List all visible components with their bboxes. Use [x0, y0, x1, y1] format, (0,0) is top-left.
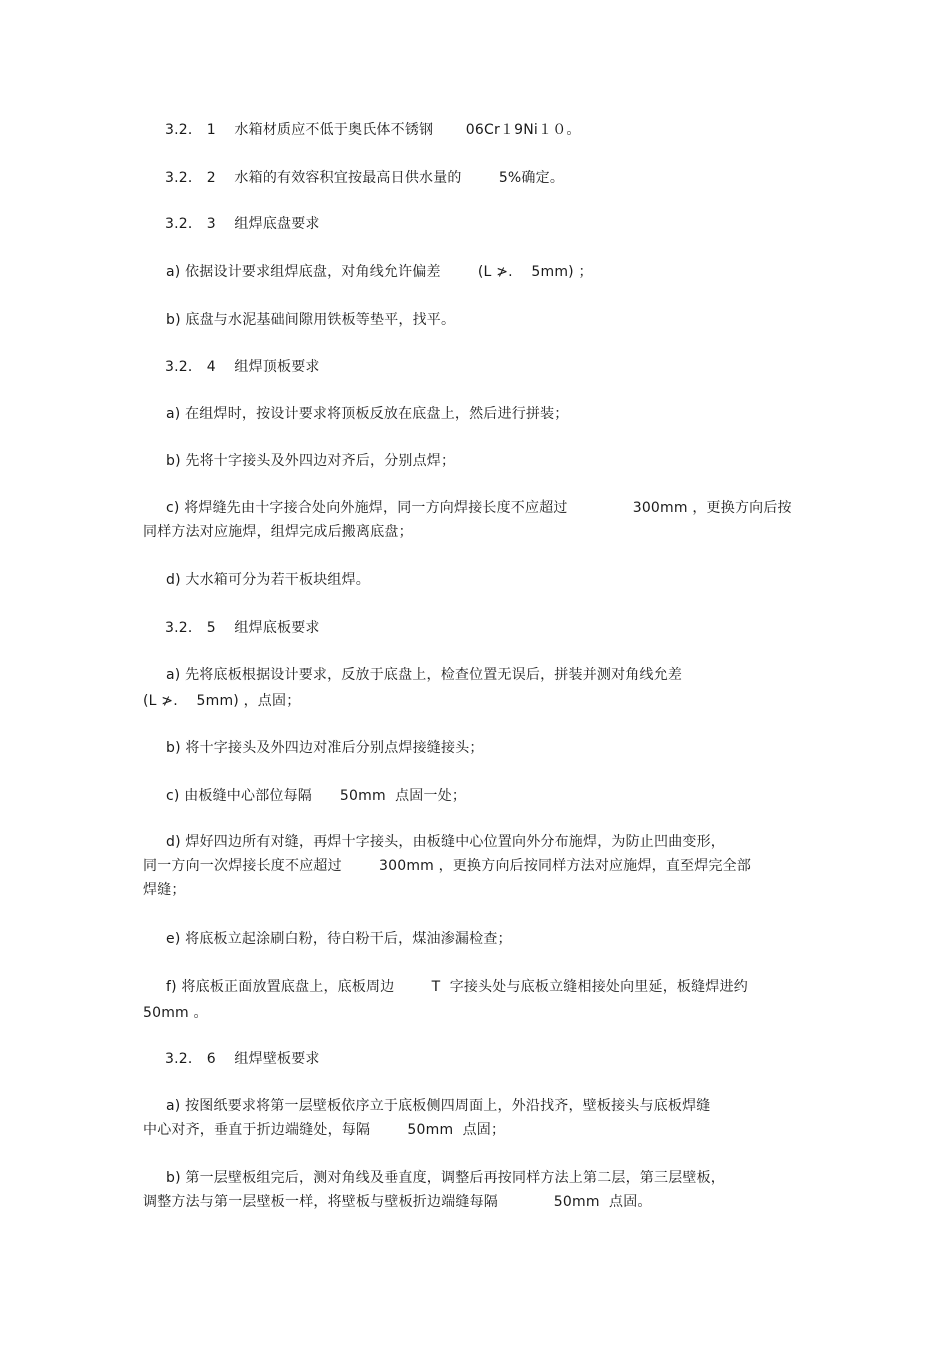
clause-3-2-5-item-d-line1: d) 焊好四边所有对缝，再焊十字接头，由板缝中心位置向外分布施焊，为防止凹曲变形， — [166, 834, 725, 850]
clause-3-2-4-item-a: a) 在组焊时，按设计要求将顶板反放在底盘上，然后进行拼装； — [166, 406, 569, 422]
clause-3-2-3-item-b: b) 底盘与水泥基础间隙用铁板等垫平，找平。 — [166, 312, 456, 328]
clause-3-2-4-item-d: d) 大水箱可分为若干板块组焊。 — [166, 572, 370, 588]
clause-3-2-6-item-a-line2: 中心对齐，垂直于折边端缝处，每隔 50mm 点固； — [143, 1122, 506, 1138]
clause-3-2-5-item-a-line2: (L ≯. 5mm) ，点固； — [143, 693, 301, 709]
clause-3-2-6-item-b-line2: 调整方法与第一层壁板一样，将壁板与壁板折边端缝每隔 50mm 点固。 — [143, 1194, 652, 1210]
clause-3-2-6-item-b-line1: b) 第一层壁板组完后，测对角线及垂直度，调整后再按同样方法上第二层，第三层壁板， — [166, 1170, 725, 1186]
clause-3-2-5-item-f-line2: 50mm 。 — [143, 1005, 208, 1021]
clause-3-2-5-item-f-line1: f) 将底板正面放置底盘上，底板周边 T 字接头处与底板立缝相接处向里延，板缝焊进约 — [166, 979, 748, 995]
clause-3-2-4-item-b: b) 先将十字接头及外四边对齐后，分别点焊； — [166, 453, 456, 469]
clause-3-2-5-item-c: c) 由板缝中心部位每隔 50mm 点固一处； — [166, 788, 467, 804]
clause-3-2-1: 3.2． 1 水箱材质应不低于奥氏体不锈钢 06Cr１9Ni１０。 — [165, 122, 581, 138]
clause-3-2-4-item-c-line1: c) 将焊缝先由十字接合处向外施焊，同一方向焊接长度不应超过 300mm ，更换方向后按 — [166, 500, 792, 516]
clause-3-2-5-item-a-line1: a) 先将底板根据设计要求，反放于底盘上，检查位置无误后，拼装并测对角线允差 — [166, 667, 683, 683]
clause-3-2-6-heading: 3.2． 6 组焊壁板要求 — [165, 1051, 320, 1067]
clause-3-2-5-heading: 3.2． 5 组焊底板要求 — [165, 620, 320, 636]
clause-3-2-2: 3.2． 2 水箱的有效容积宜按最高日供水量的 5%确定。 — [165, 170, 565, 186]
clause-3-2-5-item-e: e) 将底板立起涂刷白粉，待白粉干后，煤油渗漏检查； — [166, 931, 512, 947]
clause-3-2-3-heading: 3.2． 3 组焊底盘要求 — [165, 216, 320, 232]
clause-3-2-5-item-d-line3: 焊缝； — [143, 882, 186, 898]
clause-3-2-4-heading: 3.2． 4 组焊顶板要求 — [165, 359, 320, 375]
clause-3-2-5-item-b: b) 将十字接头及外四边对准后分别点焊接缝接头； — [166, 740, 484, 756]
clause-3-2-4-item-c-line2: 同样方法对应施焊，组焊完成后搬离底盘； — [143, 524, 413, 540]
clause-3-2-5-item-d-line2: 同一方向一次焊接长度不应超过 300mm ，更换方向后按同样方法对应施焊，直至焊完全部 — [143, 858, 752, 874]
clause-3-2-6-item-a-line1: a) 按图纸要求将第一层壁板依序立于底板侧四周面上，外沿找齐，壁板接头与底板焊缝 — [166, 1098, 711, 1114]
clause-3-2-3-item-a: a) 依据设计要求组焊底盘，对角线允许偏差 (L ≯. 5mm) ； — [166, 264, 593, 280]
